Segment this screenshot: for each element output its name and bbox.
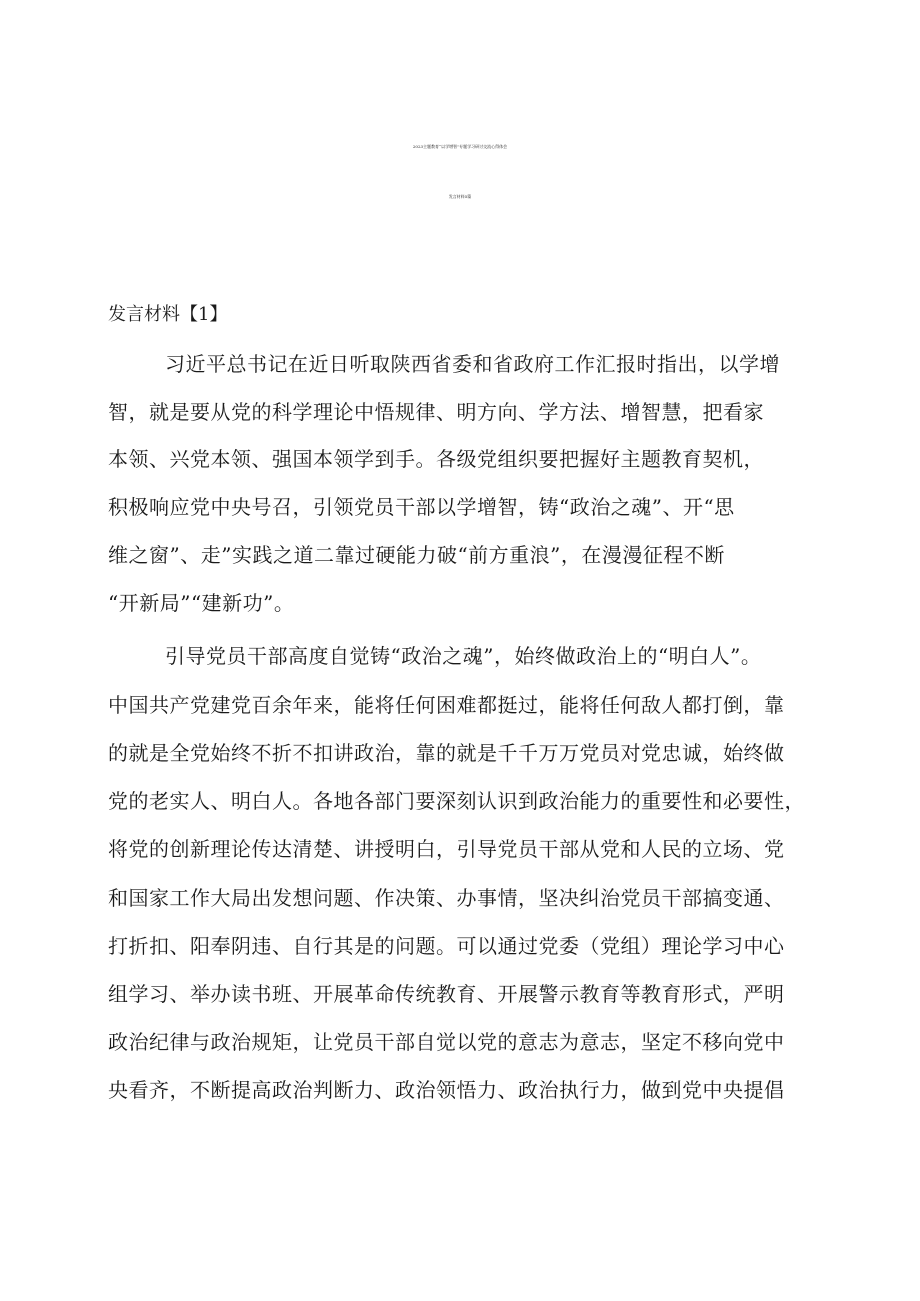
paragraph-2-line: 中国共产党建党百余年来，能将任何困难都挺过，能将任何敌人都打倒，靠 xyxy=(108,693,785,717)
paragraph-2-line: 将党的创新理论传达清楚、讲授明白，引导党员干部从党和人民的立场、党 xyxy=(108,837,785,861)
paragraph-2-line: 央看齐，不断提高政治判断力、政治领悟力、政治执行力，做到党中央提倡 xyxy=(108,1078,785,1102)
document-title-line-2: 发言材料5篇 xyxy=(448,194,472,199)
paragraph-2-line: 党的老实人、明白人。各地各部门要深刻认识到政治能力的重要性和必要性， xyxy=(108,789,805,813)
paragraph-2-line: 打折扣、阳奉阴违、自行其是的问题。可以通过党委（党组）理论学习中心 xyxy=(108,934,785,958)
paragraph-2-line: 引导党员干部高度自觉铸“政治之魂”，始终做政治上的“明白人”。 xyxy=(165,644,762,668)
paragraph-1-line: “开新局”“建新功”。 xyxy=(108,591,295,615)
paragraph-1-line: 习近平总书记在近日听取陕西省委和省政府工作汇报时指出，以学增 xyxy=(165,352,780,376)
paragraph-2-line: 组学习、举办读书班、开展革命传统教育、开展警示教育等教育形式，严明 xyxy=(108,982,785,1006)
section-label: 发言材料【1】 xyxy=(108,304,228,325)
paragraph-1-line: 积极响应党中央号召，引领党员干部以学增智，铸“政治之魂”、开“思 xyxy=(108,495,735,519)
paragraph-2-line: 政治纪律与政治规矩，让党员干部自觉以党的意志为意志，坚定不移向党中 xyxy=(108,1030,785,1054)
document-title-line-1: 2023主题教育“以学增智”专题学习研讨交流心得体会 xyxy=(412,144,508,149)
paragraph-2-line: 的就是全党始终不折不扣讲政治，靠的就是千千万万党员对党忠诚，始终做 xyxy=(108,741,785,765)
paragraph-1-line: 本领、兴党本领、强国本领学到手。各级党组织要把握好主题教育契机， xyxy=(108,447,764,471)
paragraph-1-line: 智，就是要从党的科学理论中悟规律、明方向、学方法、增智慧，把看家 xyxy=(108,400,764,424)
paragraph-1-line: 维之窗”、走”实践之道二靠过硬能力破“前方重浪”，在漫漫征程不断 xyxy=(108,543,725,567)
paragraph-2-line: 和国家工作大局出发想问题、作决策、办事情，坚决纠治党员干部搞变通、 xyxy=(108,886,785,910)
